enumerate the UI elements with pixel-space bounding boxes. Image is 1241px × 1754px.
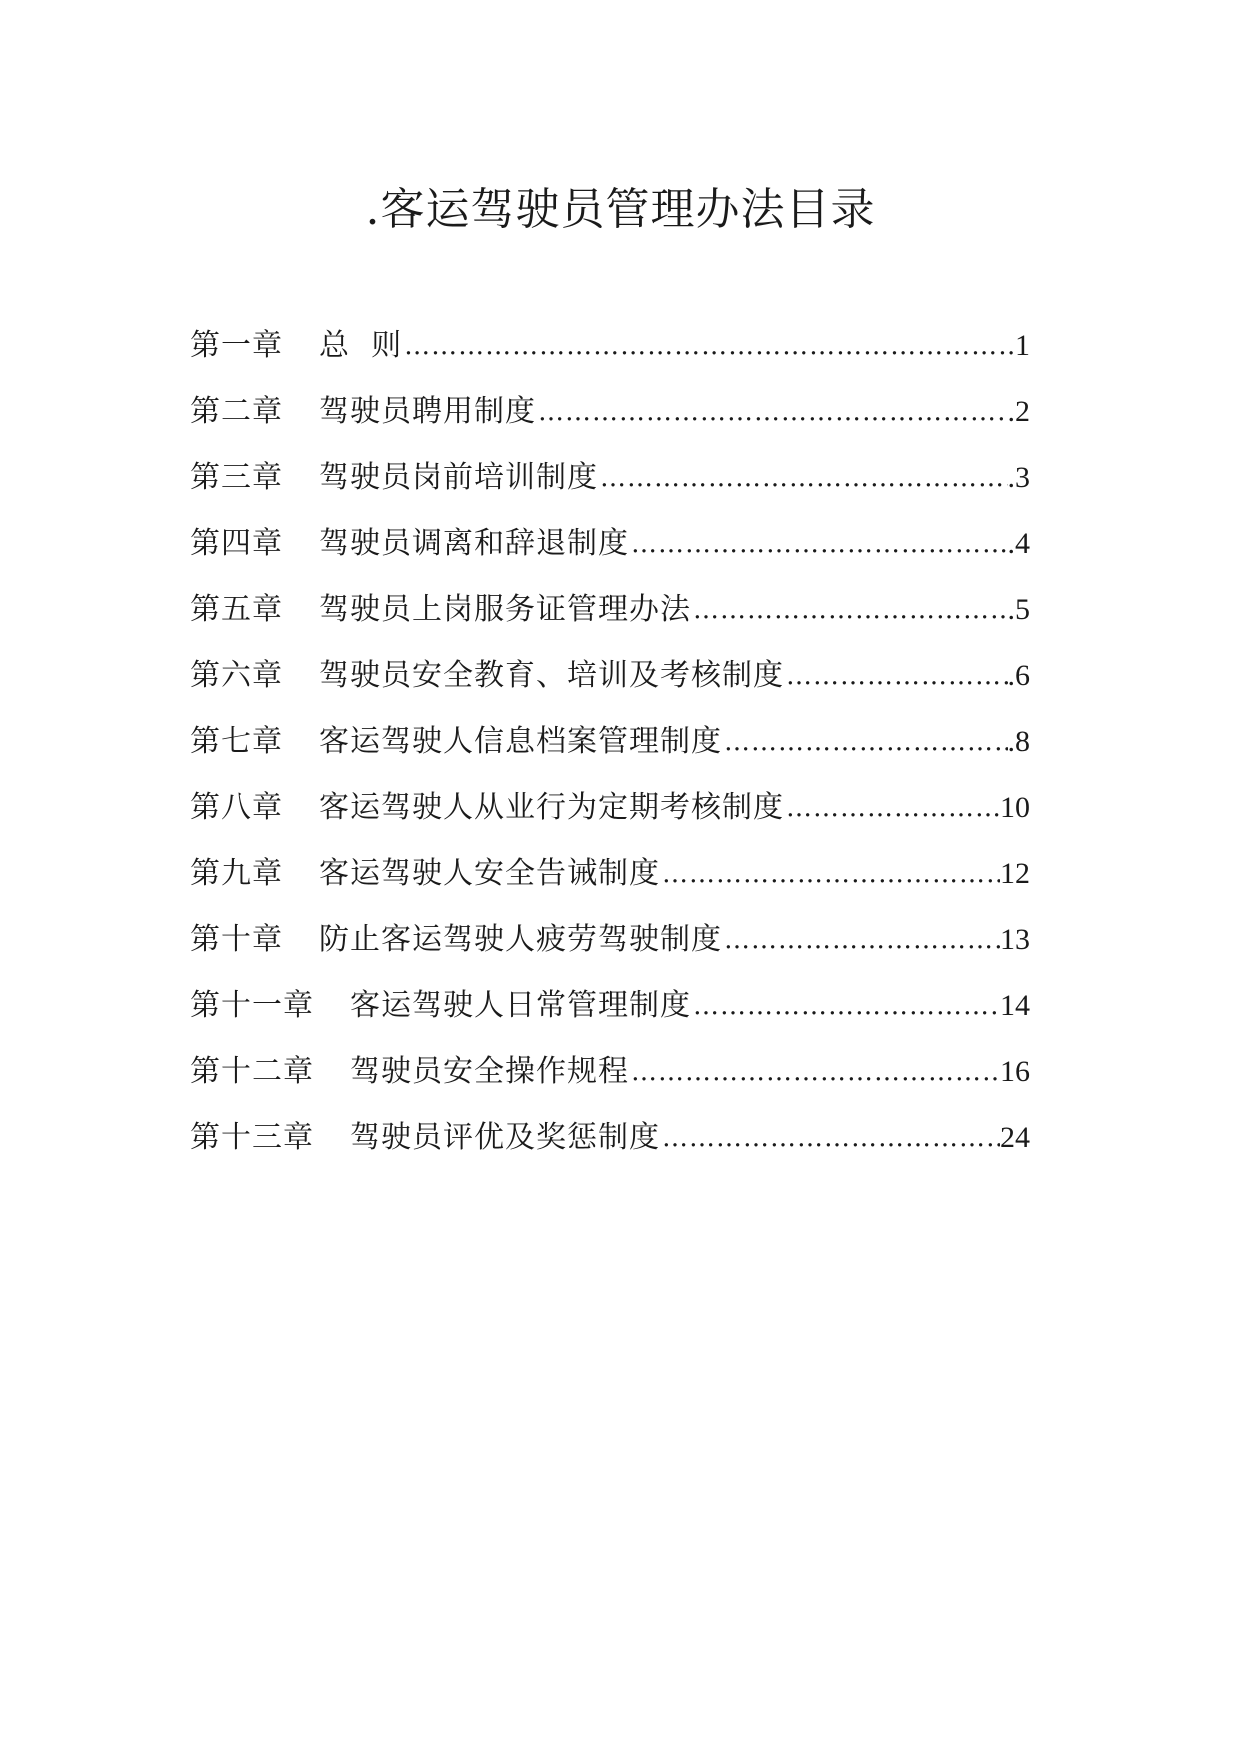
- toc-entry[interactable]: [190, 841, 1030, 907]
- toc-page-number: 16: [1000, 1055, 1030, 1088]
- toc-page-number: 24: [1000, 1121, 1030, 1154]
- toc-dot-leader: [402, 326, 1015, 366]
- toc-chapter-number: 第十二章: [190, 1054, 314, 1089]
- toc-dot-leader: [660, 1118, 1000, 1158]
- toc-entry[interactable]: [190, 511, 1030, 577]
- toc-dot-leader: [536, 392, 1008, 432]
- toc-dot-leader: [722, 920, 1000, 960]
- toc-entry[interactable]: [190, 643, 1030, 709]
- toc-page-number: .6: [1007, 659, 1030, 692]
- toc-chapter-title: 驾驶员评优及奖惩制度: [350, 1120, 660, 1155]
- table-of-contents: [190, 313, 1030, 1171]
- toc-chapter-title: 驾驶员安全教育、培训及考核制度: [319, 658, 784, 693]
- toc-chapter-title: 驾驶员岗前培训制度: [319, 460, 598, 495]
- toc-entry[interactable]: [190, 973, 1030, 1039]
- toc-dot-leader: [660, 854, 1000, 894]
- toc-entry[interactable]: [190, 445, 1030, 511]
- toc-dot-leader: [691, 986, 1000, 1026]
- toc-chapter-title: 驾驶员上岗服务证管理办法: [319, 592, 691, 627]
- toc-chapter-title: 驾驶员安全操作规程: [350, 1054, 629, 1089]
- toc-chapter-number: 第七章: [190, 724, 283, 759]
- toc-entry[interactable]: [190, 577, 1030, 643]
- toc-page-number: .2: [1007, 395, 1030, 428]
- toc-page-number: 12: [1000, 857, 1030, 890]
- toc-entry[interactable]: [190, 775, 1030, 841]
- toc-chapter-number: 第三章: [190, 460, 283, 495]
- toc-dot-leader: [629, 524, 1008, 564]
- toc-chapter-number: 第十三章: [190, 1120, 314, 1155]
- page-title: .客运驾驶员管理办法目录: [365, 184, 876, 235]
- toc-entry[interactable]: [190, 1105, 1030, 1171]
- toc-chapter-title: 客运驾驶人日常管理制度: [350, 988, 691, 1023]
- toc-chapter-title: 驾驶员聘用制度: [319, 394, 536, 429]
- toc-entry[interactable]: [190, 1039, 1030, 1105]
- toc-chapter-number: 第一章: [190, 328, 283, 363]
- toc-chapter-title: 总 则: [319, 328, 403, 363]
- toc-page-number: .3: [1007, 461, 1030, 494]
- toc-page-number: .5: [1007, 593, 1030, 626]
- toc-chapter-title: 客运驾驶人从业行为定期考核制度: [319, 790, 784, 825]
- toc-page-number: 13: [1000, 923, 1030, 956]
- toc-dot-leader: [691, 590, 1008, 630]
- toc-chapter-title: 防止客运驾驶人疲劳驾驶制度: [319, 922, 722, 957]
- toc-dot-leader: [784, 656, 1008, 696]
- toc-chapter-number: 第四章: [190, 526, 283, 561]
- toc-dot-leader: [598, 458, 1008, 498]
- toc-chapter-title: 客运驾驶人安全告诫制度: [319, 856, 660, 891]
- toc-dot-leader: [722, 722, 1008, 762]
- toc-chapter-number: 第六章: [190, 658, 283, 693]
- toc-dot-leader: [629, 1052, 1000, 1092]
- toc-chapter-title: 客运驾驶人信息档案管理制度: [319, 724, 722, 759]
- toc-chapter-number: 第十一章: [190, 988, 314, 1023]
- toc-page-number: 14: [1000, 989, 1030, 1022]
- toc-entry[interactable]: [190, 907, 1030, 973]
- toc-page-number: .8: [1007, 725, 1030, 758]
- toc-chapter-title: 驾驶员调离和辞退制度: [319, 526, 629, 561]
- toc-entry[interactable]: [190, 379, 1030, 445]
- toc-page-number: .4: [1007, 527, 1030, 560]
- toc-page-number: 1: [1015, 329, 1030, 362]
- toc-chapter-number: 第十章: [190, 922, 283, 957]
- toc-dot-leader: [784, 788, 1000, 828]
- toc-chapter-number: 第九章: [190, 856, 283, 891]
- toc-entry[interactable]: [190, 313, 1030, 379]
- toc-chapter-number: 第八章: [190, 790, 283, 825]
- toc-page-number: 10: [1000, 791, 1030, 824]
- toc-entry[interactable]: [190, 709, 1030, 775]
- toc-chapter-number: 第二章: [190, 394, 283, 429]
- toc-chapter-number: 第五章: [190, 592, 283, 627]
